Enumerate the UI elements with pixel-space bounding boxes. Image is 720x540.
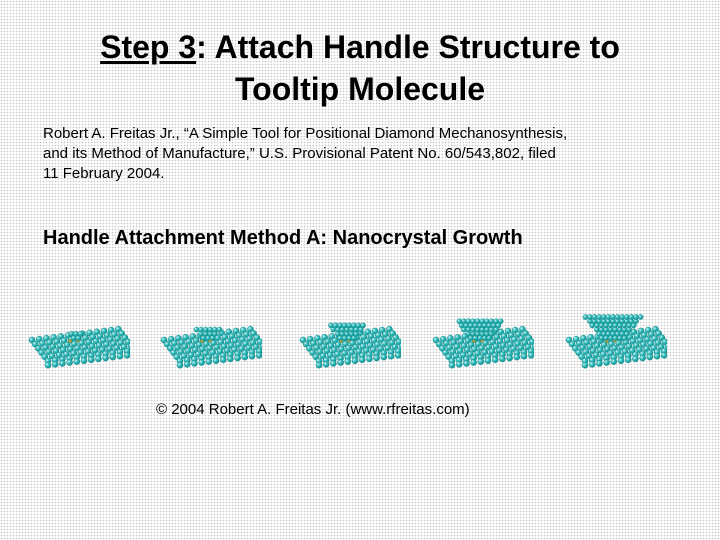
slab-edge-atom	[395, 352, 401, 358]
slab-edge-atom	[528, 352, 534, 358]
slab-edge-atom	[199, 359, 205, 365]
slab-edge-atom	[227, 356, 233, 362]
slab-edge-atom	[117, 353, 123, 359]
slab-edge-atom	[59, 360, 65, 366]
slab-edge-atom	[177, 362, 183, 368]
slab-edge-atom	[110, 354, 116, 360]
slab-edge-atom	[45, 362, 51, 368]
slab-edge-atom	[242, 354, 248, 360]
title-line2: Tooltip Molecule	[234, 71, 486, 107]
citation-line-2: and its Method of Manufacture,” U.S. Provisional Patent No. 60/543,802, filed	[43, 145, 556, 162]
slab-edge-atom	[492, 357, 498, 363]
slab-edge-atom	[611, 359, 617, 365]
slab-edge-atom	[67, 359, 73, 365]
slab-edge-atom	[213, 358, 219, 364]
slab-edge-atom	[661, 352, 667, 358]
slab-edge-atom	[618, 358, 624, 364]
slab-edge-atom	[345, 359, 351, 365]
growth-stage-1-image	[26, 296, 130, 372]
slab-edge-atom	[625, 357, 631, 363]
slab-edge-atom	[220, 357, 226, 363]
slab-edge-atom	[514, 354, 520, 360]
slab-edge-atom	[88, 357, 94, 363]
crystal-atom	[361, 323, 366, 328]
slab-edge-atom	[330, 360, 336, 366]
slab-edge-atom	[256, 352, 262, 358]
slab-edge-atom	[654, 353, 660, 359]
slab-edge-atom	[359, 357, 365, 363]
slab-edge-atom	[449, 362, 455, 368]
slab-edge-atom	[206, 359, 212, 365]
slide-title	[0, 26, 720, 110]
slab-edge-atom	[507, 355, 513, 361]
crystal-atom	[498, 319, 503, 324]
slab-edge-atom	[235, 355, 241, 361]
slab-edge-atom	[463, 360, 469, 366]
slab-edge-atom	[323, 361, 329, 367]
citation-line-1: Robert A. Freitas Jr., “A Simple Tool for Positional Diamond Mechanosynthesis,	[43, 125, 568, 142]
slab-edge-atom	[338, 359, 344, 365]
slab-edge-atom	[103, 355, 109, 361]
slab-edge-atom	[184, 361, 190, 367]
slab-edge-atom	[478, 359, 484, 365]
method-heading: Handle Attachment Method A: Nanocrystal Growth	[43, 227, 523, 249]
slab-edge-atom	[632, 356, 638, 362]
nanocrystal-growth-sequence	[20, 296, 680, 376]
crystal-atom	[78, 331, 83, 336]
patent-citation	[43, 124, 703, 184]
growth-stage-5-image	[563, 296, 667, 372]
growth-stage-3-image	[297, 296, 401, 372]
slab-edge-atom	[74, 359, 80, 365]
slab-edge-atom	[604, 359, 610, 365]
slab-edge-atom	[471, 359, 477, 365]
slab-edge-atom	[191, 360, 197, 366]
crystal-atom	[638, 314, 643, 319]
slab-edge-atom	[381, 354, 387, 360]
growth-stage-2-image	[158, 296, 262, 372]
slab-edge-atom	[124, 352, 130, 358]
slab-edge-atom	[316, 362, 322, 368]
slab-edge-atom	[647, 354, 653, 360]
slab-edge-atom	[52, 361, 58, 367]
slab-edge-atom	[456, 361, 462, 367]
title-line1-rest: : Attach Handle Structure to	[196, 29, 620, 65]
slab-edge-atom	[589, 361, 595, 367]
crystal-atom	[217, 327, 222, 332]
copyright-notice: © 2004 Robert A. Freitas Jr. (www.rfreitas.com)	[156, 401, 470, 418]
slab-edge-atom	[640, 355, 646, 361]
slab-edge-atom	[95, 356, 101, 362]
slab-edge-atom	[521, 353, 527, 359]
slab-edge-atom	[499, 356, 505, 362]
citation-line-3: 11 February 2004.	[43, 165, 165, 182]
slab-edge-atom	[352, 358, 358, 364]
slab-edge-atom	[582, 362, 588, 368]
slab-edge-atom	[249, 353, 255, 359]
growth-stage-4-image	[430, 296, 534, 372]
slab-edge-atom	[388, 353, 394, 359]
slab-edge-atom	[366, 356, 372, 362]
title-step-label: Step 3	[100, 29, 197, 65]
tooltip-atom	[68, 339, 72, 343]
slab-edge-atom	[81, 358, 87, 364]
slab-edge-atom	[374, 355, 380, 361]
slab-edge-atom	[485, 358, 491, 364]
slab-edge-atom	[596, 360, 602, 366]
